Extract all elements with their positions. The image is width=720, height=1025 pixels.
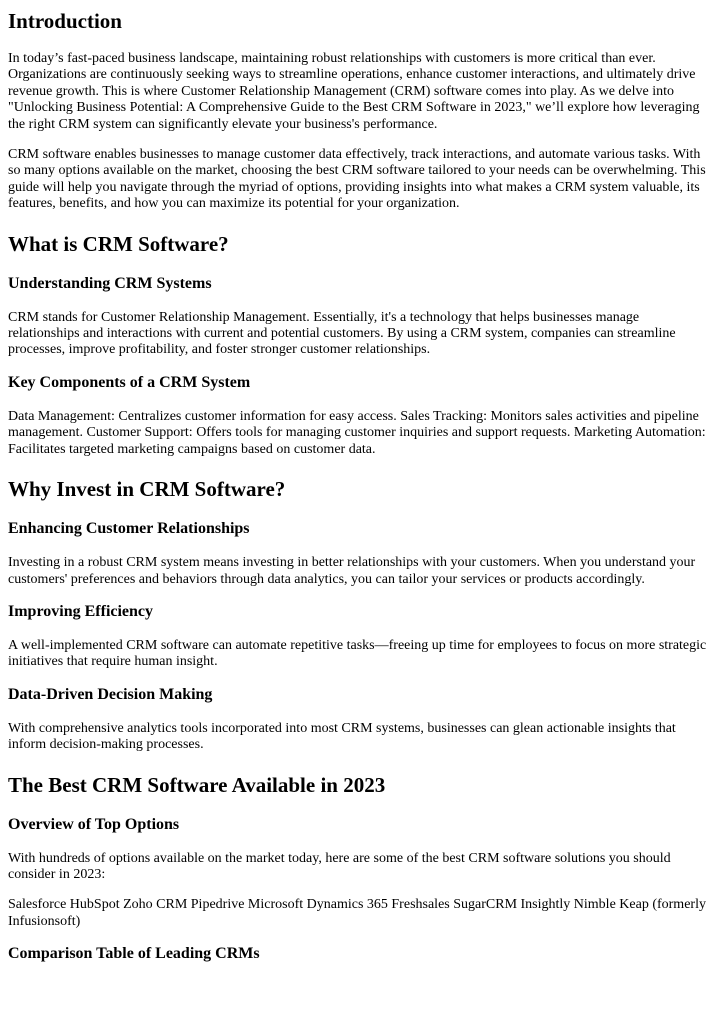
heading-understanding-crm: Understanding CRM Systems [8, 274, 212, 292]
intro-paragraph-2: CRM software enables businesses to manage customer data effectively, track interactions, and automate various tasks. With so many options available on the market, choosing the best CRM software tailored to your needs can be overwhelming. This guide will help you navigate through the myriad of options, providing insights into what makes a CRM system valuable, its features, benefits, and how you can maximize its potential for your organization. [8, 147, 706, 212]
data-driven-paragraph: With comprehensive analytics tools incorporated into most CRM systems, businesses can glean actionable insights that inform decision-making processes. [8, 720, 676, 753]
heading-enhancing-relationships: Enhancing Customer Relationships [8, 520, 250, 538]
intro-paragraph-1: In today’s fast-paced business landscape, maintaining robust relationships with customers is more critical than ever. Organizations are continuously seeking ways to streamline operations, enhance customer interactions, and ultimately drive revenue growth. This is where Customer Relationship Management (CRM) software comes into play. As we delve into "Unlocking Business Potential: A Comprehensive Guide to the Best CRM Software in 2023," we’ll explore how leveraging the right CRM system can significantly elevate your business's performance. [8, 51, 700, 132]
heading-introduction: Introduction [8, 9, 122, 33]
improving-efficiency-paragraph: A well-implemented CRM software can automate repetitive tasks—freeing up time for employees to focus on more strategic initiatives that require human insight. [8, 637, 707, 670]
enhancing-relationships-paragraph: Investing in a robust CRM system means investing in better relationships with your customers. When you understand your customers' preferences and behaviors through data analytics, you can tailor your services or products accordingly. [8, 555, 696, 587]
heading-what-is-crm: What is CRM Software? [8, 231, 229, 256]
overview-paragraph: With hundreds of options available on the market today, here are some of the best CRM software solutions you should consider in 2023: [8, 850, 671, 882]
heading-overview-top-options: Overview of Top Options [8, 815, 180, 833]
heading-data-driven: Data-Driven Decision Making [8, 685, 213, 703]
crm-options-list: Salesforce HubSpot Zoho CRM Pipedrive Microsoft Dynamics 365 Freshsales SugarCRM Insightly Nimble Keap (formerly Infusionsoft) [8, 897, 706, 929]
heading-best-crm-2023: The Best CRM Software Available in 2023 [8, 772, 386, 797]
key-components-paragraph: Data Management: Centralizes customer information for easy access. Sales Tracking: Monitors sales activities and pipeline management. Customer Support: Offers tools for managing customer inquiries and support requests. Marketing Automation: Facilitates targeted marketing campaigns based on customer data. [8, 408, 706, 457]
heading-comparison-table: Comparison Table of Leading CRMs [8, 945, 260, 963]
heading-why-invest: Why Invest in CRM Software? [8, 477, 286, 502]
heading-key-components: Key Components of a CRM System [8, 373, 251, 391]
understanding-paragraph: CRM stands for Customer Relationship Management. Essentially, it's a technology that helps businesses manage relationships and interactions with current and potential customers. By using a CRM system, companies can streamline processes, improve profitability, and foster stronger customer relationships. [8, 309, 676, 358]
heading-improving-efficiency: Improving Efficiency [8, 602, 154, 620]
article [0, 8, 720, 964]
